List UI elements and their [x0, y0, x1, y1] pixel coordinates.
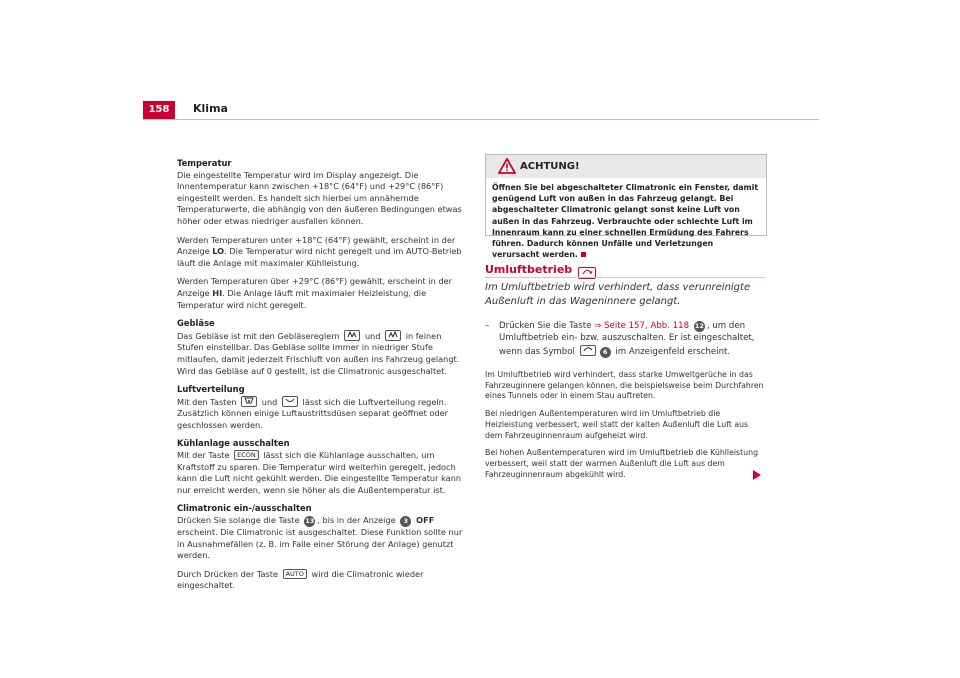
cooling-off-heading: Kühlanlage ausschalten — [177, 438, 290, 449]
section-title: Umluftbetrieb — [485, 263, 598, 279]
section-divider — [485, 277, 765, 278]
section-paragraph-1: Im Umluftbetrieb wird verhindert, dass starke Umweltgerüche in das Fahrzeuginnere gelangen können, die beispielsweise beim Durchfahren eines Tunnels oder in einem Stau auftreten. — [485, 370, 764, 401]
climatronic-onoff-paragraph-1: Drücken Sie solange die Taste 13 , bis in der Anzeige 3 OFF erscheint. Die Climatronic ist ausgeschaltet. Diese Funktion sollte nur in Ausnahmefällen (z. B. im Falle einer Störung der Anlage) genutzt werden. — [177, 515, 463, 561]
warning-triangle-icon — [498, 158, 516, 178]
left-column — [177, 158, 469, 599]
warning-text: Öffnen Sie bei abgeschalteter Climatronic ein Fenster, damit genügend Luft von außen in das Fahrzeug gelangt. Bei abgeschalteter Climatronic gelangt sonst keine Luft von außen in das Fahrzeug. Verbrauchte oder schlechte Luft im Innenraum kann zu einer schnellen Ermüdung des Fahrers führen. Dadurch können Unfälle und Verletzungen verursacht werden. — [492, 183, 759, 260]
warning-box — [485, 154, 767, 260]
air-distribution-paragraph: Mit den Tasten und lässt sich die Luftverteilung regeln. Zusätzlich können einige Luftaustrittsdüsen separat geöffnet oder geschlossen werden. — [177, 396, 449, 430]
page-title: Klima — [193, 102, 228, 115]
end-mark-icon — [581, 252, 586, 257]
climatronic-onoff-heading: Climatronic ein-/ausschalten — [177, 503, 312, 514]
auto-key: AUTO — [283, 569, 307, 579]
temperature-heading: Temperatur — [177, 158, 232, 168]
callout-6: 6 — [600, 347, 611, 358]
page-reference-link[interactable]: ⇒ Seite 157, Abb. 118 — [594, 321, 690, 331]
section-body — [485, 370, 767, 487]
header-divider — [143, 119, 819, 120]
callout-13: 13 — [305, 517, 315, 526]
temperature-paragraph-3: Werden Temperaturen über +29°C (86°F) gewählt, erscheint in der Anzeige HI. Die Anlage läuft mit maximaler Heizleistung, die Temperatur wird nicht geregelt. — [177, 276, 453, 310]
econ-key: ECON — [234, 450, 259, 460]
section-paragraph-3: Bei hohen Außentemperaturen wird im Umluftbetrieb die Kühlleistung verbessert, weil statt der warmen Außenluft die Luft aus dem Fahrzeuginnenraum abgekühlt wird. — [485, 448, 759, 479]
callout-12: 12 — [694, 322, 704, 330]
air-distribution-heading: Luftverteilung — [177, 384, 245, 395]
temperature-paragraph-1: Die eingestellte Temperatur wird im Display angezeigt. Die Innentemperatur kann zwischen +18°C (64°F) und +29°C (86°F) eingestellt werden. Es handelt sich hierbei um annähernde Temperaturwerte, die abhängig von den äußeren Bedingungen etwas höher oder etwas niedriger ausfallen können. — [177, 169, 462, 226]
fan-paragraph: Das Gebläse ist mit den Gebläsereglern und in feinen Stufen einstellbar. Das Gebläse sollte immer in niedriger Stufe mitlaufen, damit jederzeit Frischluft von außen ins Fahrzeug gelangt. Wird das Gebläse auf 0 gestellt, ist die Climatronic ausgeschaltet. — [177, 330, 460, 376]
air-body-icon — [282, 396, 298, 407]
air-windshield-icon — [241, 396, 257, 407]
step-item: – Drücken Sie die Taste ⇒ Seite 157, Abb. 118 12 , um den Umluftbetrieb ein- bzw. auszuschalten. Er ist eingeschaltet, wenn das Symbol 6 im Anzeigenfeld erscheint. — [485, 321, 755, 357]
fan-right-icon — [385, 330, 401, 341]
recirculation-symbol-icon — [580, 345, 596, 356]
warning-title: ACHTUNG! — [520, 161, 580, 172]
section-paragraph-2: Bei niedrigen Außentemperaturen wird im Umluftbetrieb die Heizleistung verbessert, weil statt der kalten Außenluft die Luft aus dem Fahrzeuginnenraum aufgeheizt wird. — [485, 409, 749, 440]
section-intro: Im Umluftbetrieb wird verhindert, dass verunreinigte Außenluft in das Wageninnere gelangt. — [485, 282, 751, 307]
fan-left-icon — [344, 330, 360, 341]
cooling-off-paragraph: Mit der Taste ECON lässt sich die Kühlanlage ausschalten, um Kraftstoff zu sparen. Die Temperatur wird weiterhin geregelt, jedoch kann die Luft nicht gekühlt werden. Die eingestellte Temperatur kann nur erreicht werden, wenn sie höher als die Außentemperatur ist. — [177, 450, 462, 495]
temperature-paragraph-2: Werden Temperaturen unter +18°C (64°F) gewählt, erscheint in der Anzeige LO. Die Temperatur wird nicht geregelt und im AUTO-Betrieb läuft die Anlage mit maximaler Kühlleistung. — [177, 234, 462, 268]
page-number: 158 — [143, 101, 175, 119]
fan-heading: Gebläse — [177, 318, 215, 329]
callout-3: 3 — [400, 516, 411, 527]
next-page-arrow-icon[interactable] — [752, 466, 762, 485]
climatronic-onoff-paragraph-2: Durch Drücken der Taste AUTO wird die Climatronic wieder eingeschaltet. — [177, 568, 424, 591]
